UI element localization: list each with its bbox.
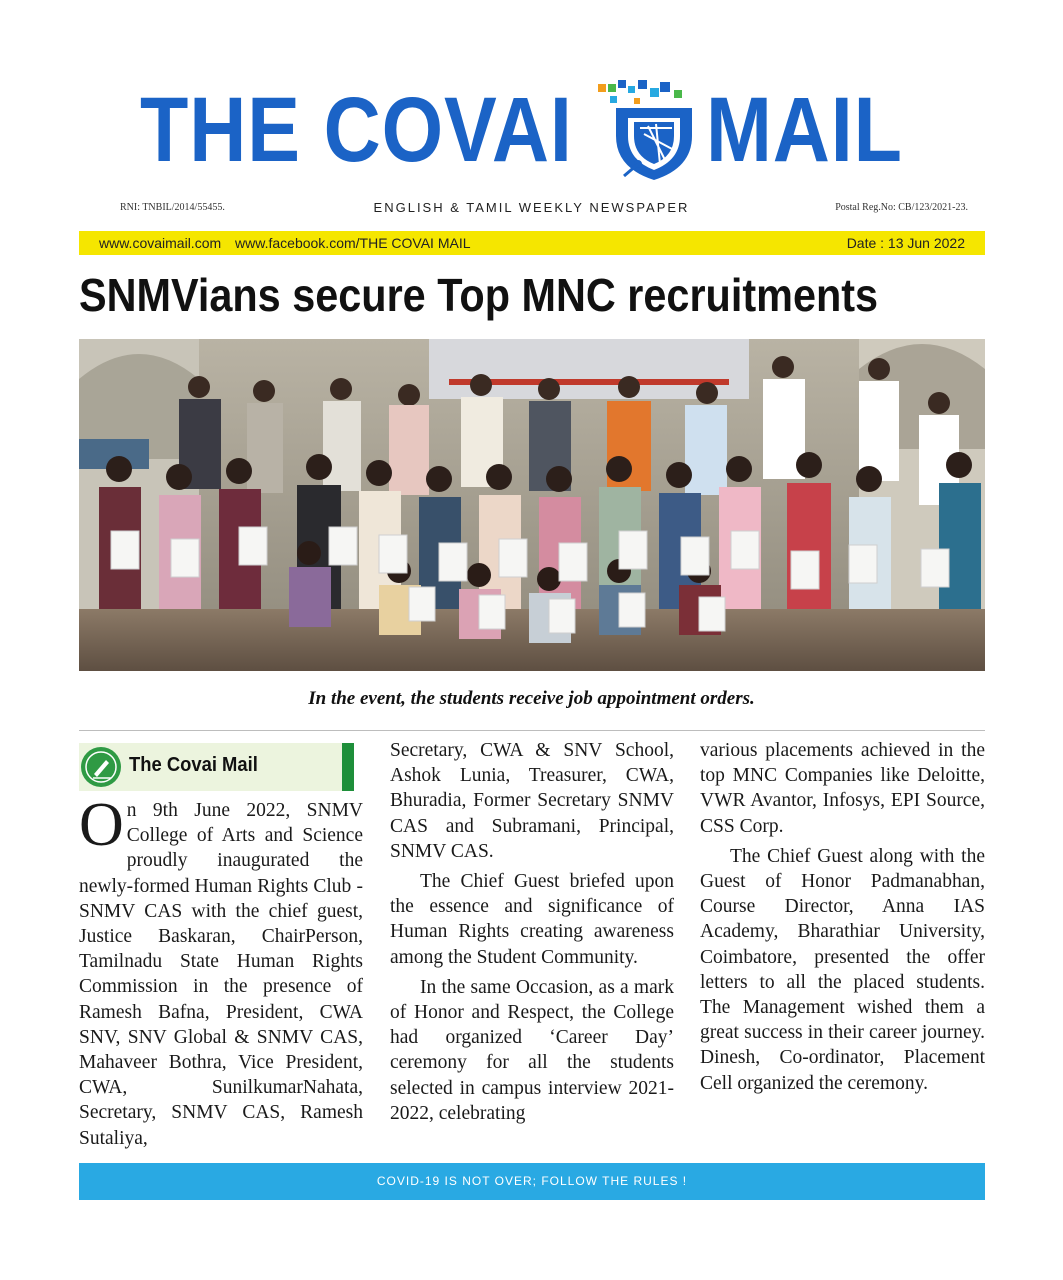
drop-cap: O xyxy=(79,791,124,859)
masthead-title-right: MAIL xyxy=(706,79,903,181)
column-3-paragraph-2: The Chief Guest along with the Guest of Honor Padmanabhan, Course Director, Anna IAS Academy, Bharathiar University, Coimbatore, presented the offer letters to all the placed students. The Management wished them a great success in their career journey. Dinesh, Co-ordinator, Placement Cell organized the ceremony. xyxy=(700,845,985,1094)
shield-pixel-icon xyxy=(594,78,706,182)
masthead xyxy=(0,78,1063,188)
byline-accent-bar xyxy=(342,743,354,791)
column-1-text: n 9th June 2022, SNMV College of Arts and Science proudly inaugurated the newly-formed Human Rights Club - SNMV CAS with the chief guest, Justice Baskaran, ChairPerson, Tamilnadu State Human Rights Commission in the presence of Ramesh Bafna, President, CWA SNV, SNV Global & SNMV CAS, Mahaveer Bothra, Vice President, CWA, SunilkumarNahata, Secretary, SNMV CAS, Ramesh Sutaliya, xyxy=(79,800,363,1149)
column-2-paragraph-3: In the same Occasion, as a mark of Honor and Respect, the College had organized ‘Career Day’ ceremony for all the students selected in campus interview 2021-2022, celebrating xyxy=(390,976,674,1124)
footer-notice-bar xyxy=(79,1163,985,1200)
byline-box xyxy=(79,743,354,791)
column-2-paragraph-2: The Chief Guest briefed upon the essence and significance of Human Rights creating awareness among the Student Community. xyxy=(390,871,674,968)
rni-number: RNI: TNBIL/2014/55455. xyxy=(120,202,225,213)
masthead-title-left: THE COVAI xyxy=(140,79,573,181)
article-column-1 xyxy=(79,791,363,1151)
footer-notice: COVID-19 IS NOT OVER; FOLLOW THE RULES ! xyxy=(376,1174,688,1188)
facebook-link[interactable]: www.facebook.com/THE COVAI MAIL xyxy=(235,235,471,251)
photo-caption: In the event, the students receive job appointment orders. xyxy=(308,688,755,709)
edition-label: ENGLISH & TAMIL WEEKLY NEWSPAPER xyxy=(373,200,690,215)
article-photo xyxy=(79,339,985,671)
article-headline: SNMVians secure Top MNC recruitments xyxy=(79,269,879,321)
byline-author: The Covai Mail xyxy=(129,754,258,776)
pen-writing-icon xyxy=(81,747,121,787)
masthead-subline xyxy=(0,200,1063,216)
article-column-2 xyxy=(390,738,674,1126)
article-column-3 xyxy=(700,738,985,1096)
divider xyxy=(79,730,985,731)
info-bar xyxy=(79,231,985,255)
issue-date: Date : 13 Jun 2022 xyxy=(846,235,965,251)
column-2-paragraph-1: Secretary, CWA & SNV School, Ashok Lunia, Treasurer, CWA, Bhuradia, Former Secretary SNMV CAS and Subramani, Principal, SNMV CAS. xyxy=(390,740,674,862)
column-3-paragraph-1: various placements achieved in the top MNC Companies like Deloitte, VWR Avantor, Infosys, EPI Source, CSS Corp. xyxy=(700,740,985,837)
postal-reg-number: Postal Reg.No: CB/123/2021-23. xyxy=(835,202,968,213)
website-link[interactable]: www.covaimail.com xyxy=(99,235,222,251)
group-photo-icon xyxy=(79,339,985,671)
